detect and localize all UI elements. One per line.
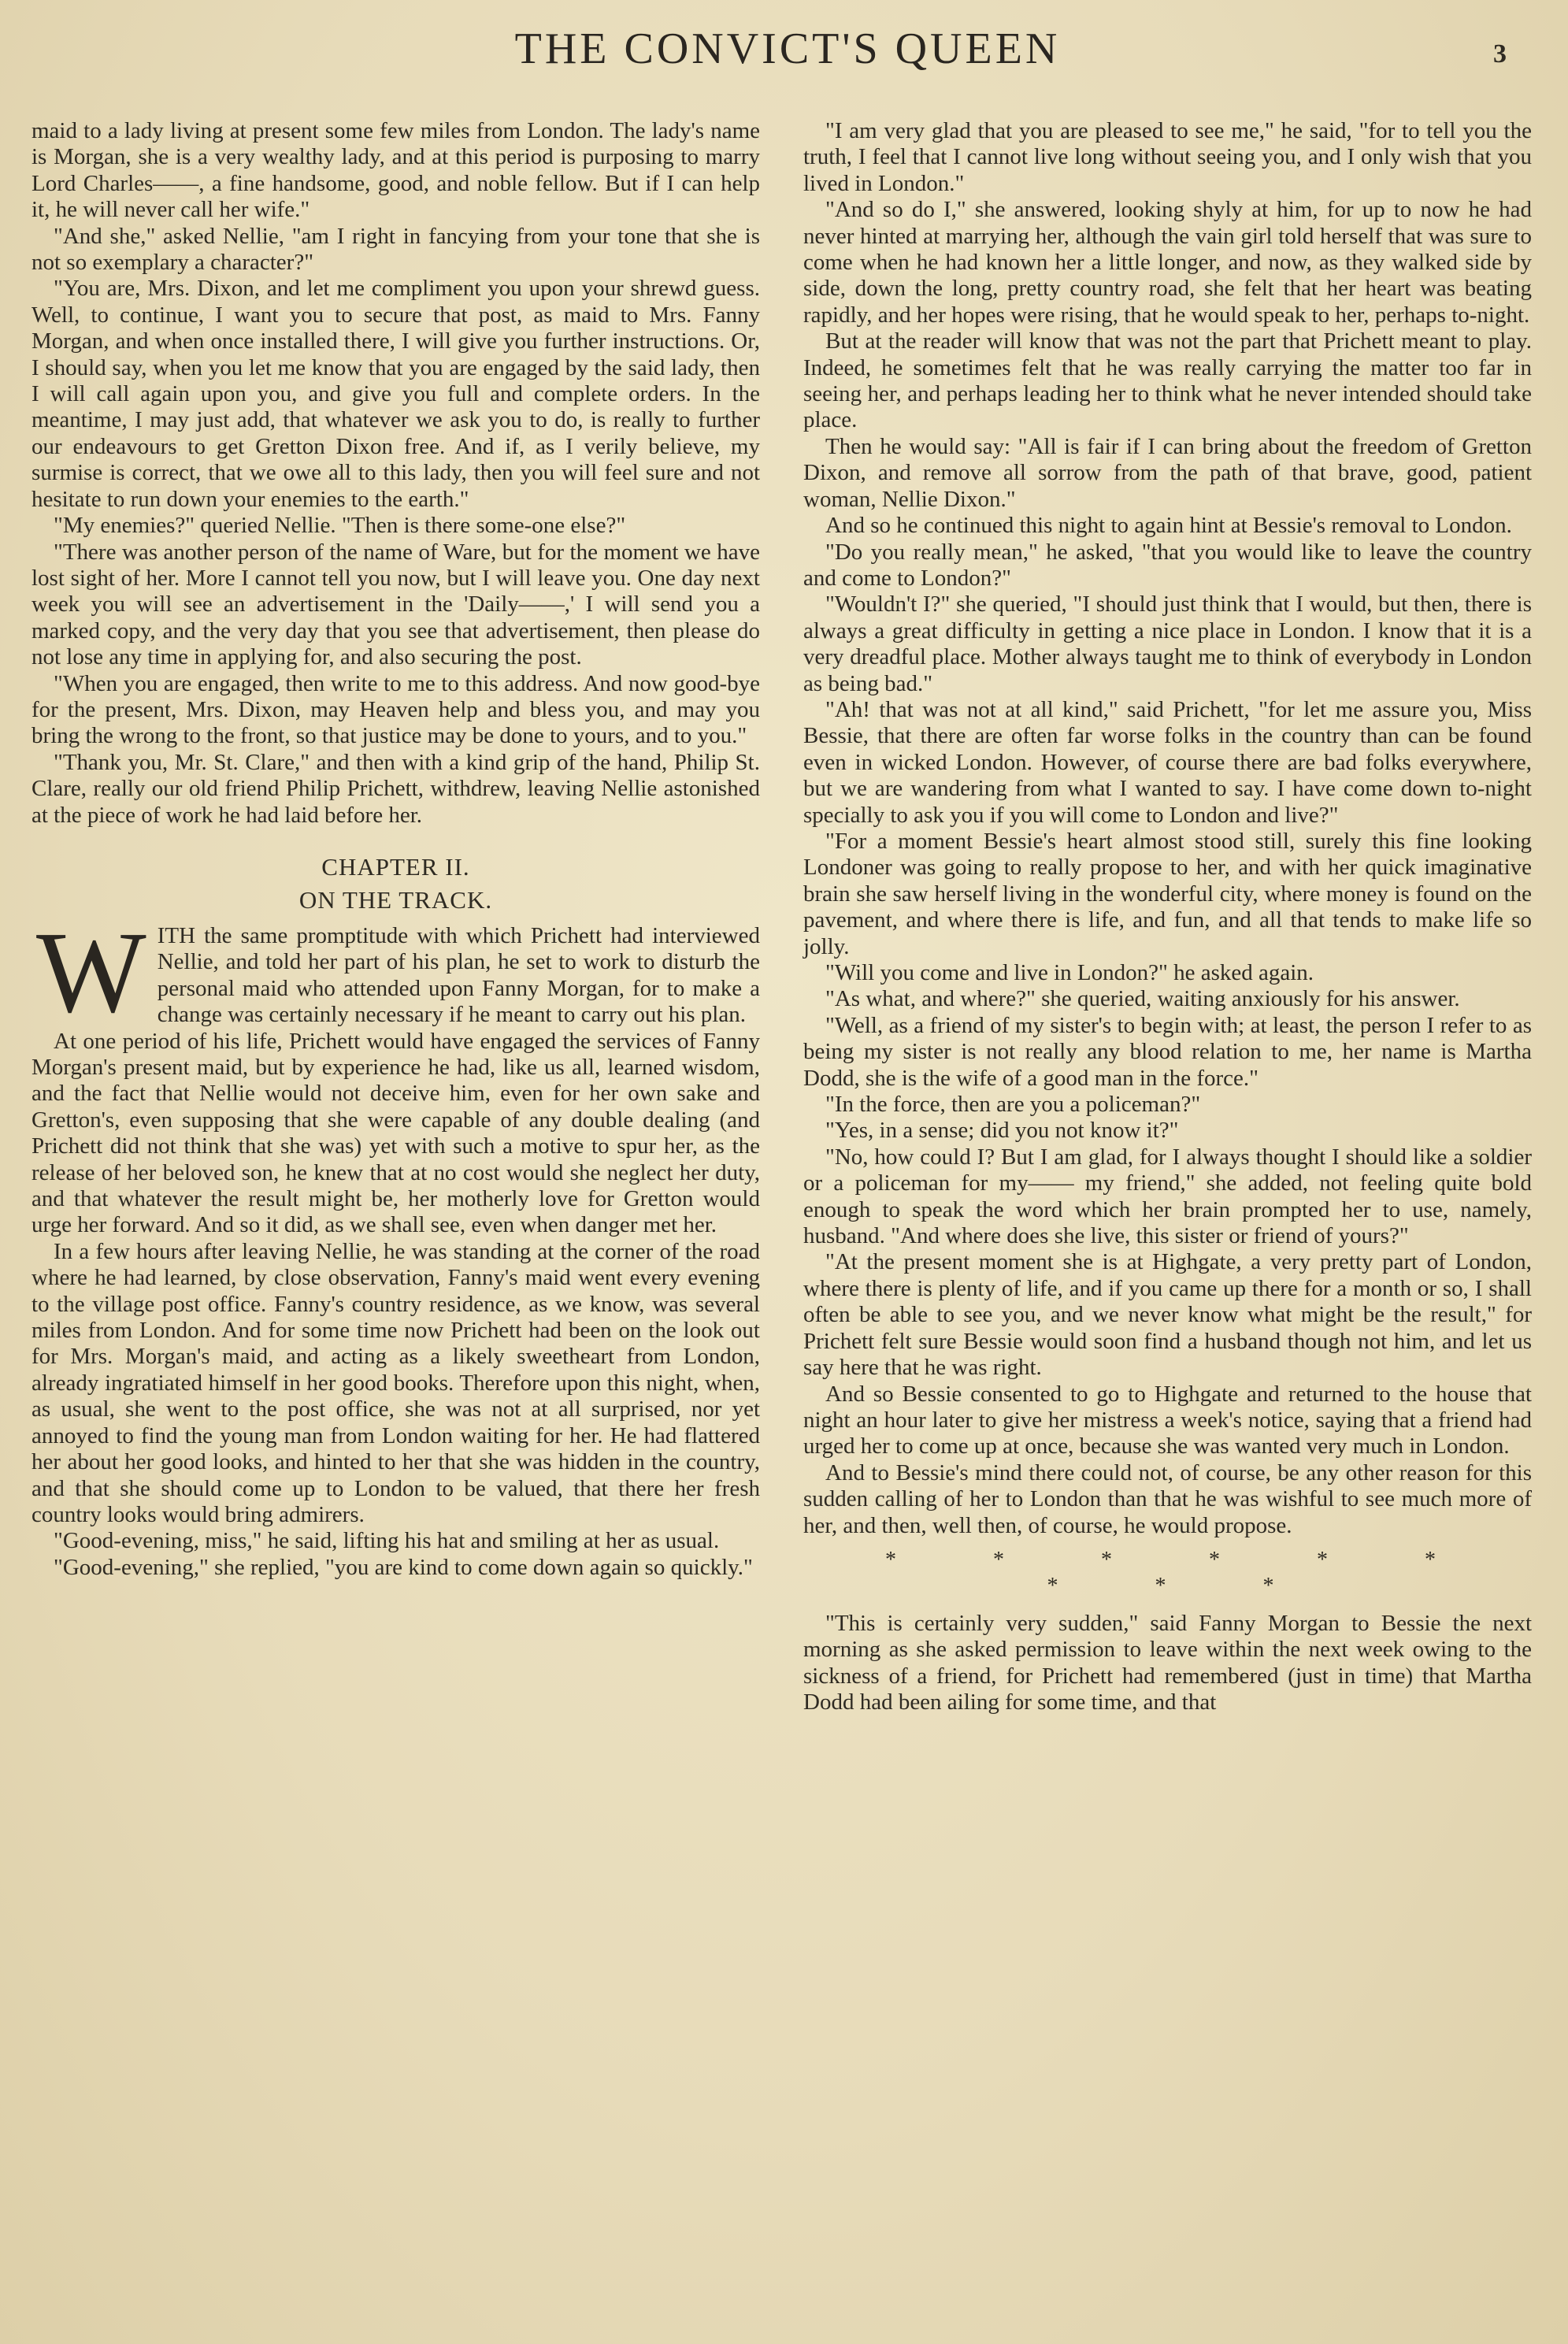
paragraph: "I am very glad that you are pleased to see me," he said, "for to tell you the truth, I feel that I cannot live long without seeing you, and I only wish that you lived in London." bbox=[803, 118, 1532, 196]
paragraph: "Wouldn't I?" she queried, "I should just think that I would, but then, there is always a great difficulty in getting a nice place in London. I know that it is a very dreadful place. Mother always taught me to think of everybody in London as being bad." bbox=[803, 592, 1532, 696]
paragraph: "Well, as a friend of my sister's to begin with; at least, the person I refer to as being my sister is not really any blood relation to me, her name is Martha Dodd, she is the wife of a good man in the force." bbox=[803, 1012, 1532, 1091]
chapter-number: CHAPTER II. bbox=[321, 852, 470, 881]
paragraph: "Yes, in a sense; did you not know it?" bbox=[825, 1118, 1179, 1144]
paragraph: "Will you come and live in London?" he asked again. bbox=[825, 960, 1314, 985]
page-number: 3 bbox=[1493, 39, 1507, 69]
right-column bbox=[803, 118, 1532, 1715]
paragraph: "At the present moment she is at Highgate, a very pretty part of London, where there is plenty of life, and if you came up there for a month or so, I shall often be able to see you, and we never know what might be the result," for Prichett felt sure Bessie would soon find a husband though not him, and let us say here that he was right. bbox=[803, 1249, 1532, 1381]
paragraph: "As what, and where?" she queried, waiting anxiously for his answer. bbox=[825, 986, 1460, 1012]
running-header bbox=[0, 24, 1568, 79]
paragraph: "You are, Mrs. Dixon, and let me compliment you upon your shrewd guess. Well, to continue, I want you to secure that post, as maid to Mrs. Fanny Morgan, and when once installed there, I will give you further instructions. Or, I should say, when you let me know that you are engaged by the said lady, then I will call again upon you, and give you full and complete orders. In the meantime, I may just add, that whatever we ask you to do, is really to further our endeavours to get Gretton Dixon free. And if, as I verily believe, my surmise is correct, that we owe all to this lady, then you will feel sure and not hesitate to run down your enemies to the earth." bbox=[32, 276, 760, 512]
running-title: THE CONVICT'S QUEEN bbox=[514, 24, 1061, 73]
paragraph: And so Bessie consented to go to Highgate and returned to the house that night an hour later to give her mistress a week's notice, saying that a friend had urged her to come up at once, because she was wanted very much in London. bbox=[803, 1381, 1532, 1459]
paragraph: "Do you really mean," he asked, "that you would like to leave the country and come to London?" bbox=[803, 539, 1532, 591]
paragraph: "My enemies?" queried Nellie. "Then is there some-one else?" bbox=[54, 513, 626, 539]
paragraph: "Good-evening," she replied, "you are kind to come down again so quickly." bbox=[54, 1554, 753, 1580]
paragraph: "Ah! that was not at all kind," said Prichett, "for let me assure you, Miss Bessie, that there are often far worse folks in the country than can be found even in wicked London. However, of course there are bad folks everywhere, but we are wandering from what I wanted to say. I have come down to-night specially to ask you if you will come to London and live?" bbox=[803, 696, 1532, 828]
paragraph: "When you are engaged, then write to me to this address. And now good-bye for the present, Mrs. Dixon, may Heaven help and bless you, and may you bring the wrong to the front, so that justice may be done to yours, and to you." bbox=[32, 670, 760, 749]
paragraph: And to Bessie's mind there could not, of course, be any other reason for this sudden calling of her to London than that he was wishful to see much more of her, and then, well then, of course, he would propose. bbox=[803, 1459, 1532, 1538]
chapter-opening bbox=[32, 907, 760, 1037]
paragraph: "For a moment Bessie's heart almost stood still, surely this fine looking Londoner was going to really propose to her, and with her quick imaginative brain she saw herself living in the wonderful city, where money is found on the pavement, and where there is life, and fun, and all that tends to make life so jolly. bbox=[803, 828, 1532, 959]
paragraph: "In the force, then are you a policeman?" bbox=[825, 1092, 1201, 1118]
paragraph: Then he would say: "All is fair if I can bring about the freedom of Gretton Dixon, and remove all sorrow from the path of that brave, good, patient woman, Nellie Dixon." bbox=[803, 433, 1532, 512]
left-column bbox=[32, 118, 760, 1581]
chapter-opening-text: ITH the same promptitude with which Prichett had interviewed Nellie, and told her part of his plan, he set to work to disturb the personal maid who attended upon Fanny Morgan, for to make a change was certainly necessary if he meant to carry out his plan. bbox=[157, 922, 760, 1028]
paragraph: And so he continued this night to again hint at Bessie's removal to London. bbox=[825, 513, 1512, 539]
drop-cap: W bbox=[36, 907, 146, 1037]
paragraph: "And she," asked Nellie, "am I right in fancying from your tone that she is not so exemplary a character?" bbox=[32, 223, 760, 276]
paragraph: "No, how could I? But I am glad, for I always thought I should like a soldier or a policeman for my—— my friend," she added, not feeling quite bold enough to speak the word which her brain prompted her to use, namely, husband. "And where does she live, this sister or friend of yours?" bbox=[803, 1144, 1532, 1249]
paragraph: maid to a lady living at present some few miles from London. The lady's name is Morgan, she is a very wealthy lady, and at this period is purposing to marry Lord Charles——, a fine handsome, good, and noble fellow. But if I can help it, he will never call her wife." bbox=[32, 118, 760, 223]
paragraph: At one period of his life, Prichett would have engaged the services of Fanny Morgan's present maid, but by experience he had, like us all, learned wisdom, and the fact that Nellie would not deceive him, even for her own sake and Gretton's, even supposing that she were capable of any double dealing (and Prichett did not think that she was) yet with such a motive to spur her, as the release of her beloved son, he knew that at no cost would she neglect her duty, and that whatever the result might be, her motherly love for Gretton would urge her forward. And so it did, as we shall see, even when danger met her. bbox=[32, 1028, 760, 1238]
paragraph: "And so do I," she answered, looking shyly at him, for up to now he had never hinted at marrying her, although the vain girl told herself that was sure to come when he had known her a little longer, and now, as they walked side by side, down the long, pretty country road, she felt that her heart was beating rapidly, and her hopes were rising, that he would speak to her, perhaps to-night. bbox=[803, 197, 1532, 328]
paragraph: In a few hours after leaving Nellie, he was standing at the corner of the road where he had learned, by close observation, Fanny's maid went every evening to the village post office. Fanny's country residence, as we know, was several miles from London. And for some time now Prichett had been on the look out for Mrs. Morgan's maid, and acting as a likely sweetheart from London, already ingratiated himself in her good books. Therefore upon this night, when, as usual, she went to the post office, she was not at all surprised, nor yet annoyed to find the young man from London waiting for her. He had flattered her about her good looks, and hinted to her that she was hidden in the country, and that she should come up to London to be valued, that there her fresh country looks would bring admirers. bbox=[32, 1238, 760, 1527]
chapter-title: ON THE TRACK. bbox=[298, 885, 493, 914]
paragraph: "Good-evening, miss," he said, lifting his hat and smiling at her as usual. bbox=[54, 1528, 720, 1554]
paragraph: "Thank you, Mr. St. Clare," and then with a kind grip of the hand, Philip St. Clare, really our old friend Philip Prichett, withdrew, leaving Nellie astonished at the piece of work he had laid before her. bbox=[32, 749, 760, 828]
section-separator: * * * * * * * * * bbox=[885, 1547, 1481, 1599]
paragraph: But at the reader will know that was not the part that Prichett meant to play. Indeed, he sometimes felt that he was really carrying the matter too far in seeing her, and perhaps leading her to think what he never intended should take place. bbox=[803, 328, 1532, 433]
paragraph: "There was another person of the name of Ware, but for the moment we have lost sight of her. More I cannot tell you now, but I will leave you. One day next week you will see an advertisement in the 'Daily——,' I will send you a marked copy, and the very day that you see that advertisement, then please do not lose any time in applying for, and also securing the post. bbox=[32, 539, 760, 670]
paragraph: "This is certainly very sudden," said Fanny Morgan to Bessie the next morning as she asked permission to leave within the next week owing to the sickness of a friend, for Prichett had remembered (just in time) that Martha Dodd had been ailing for some time, and that bbox=[803, 1610, 1532, 1715]
